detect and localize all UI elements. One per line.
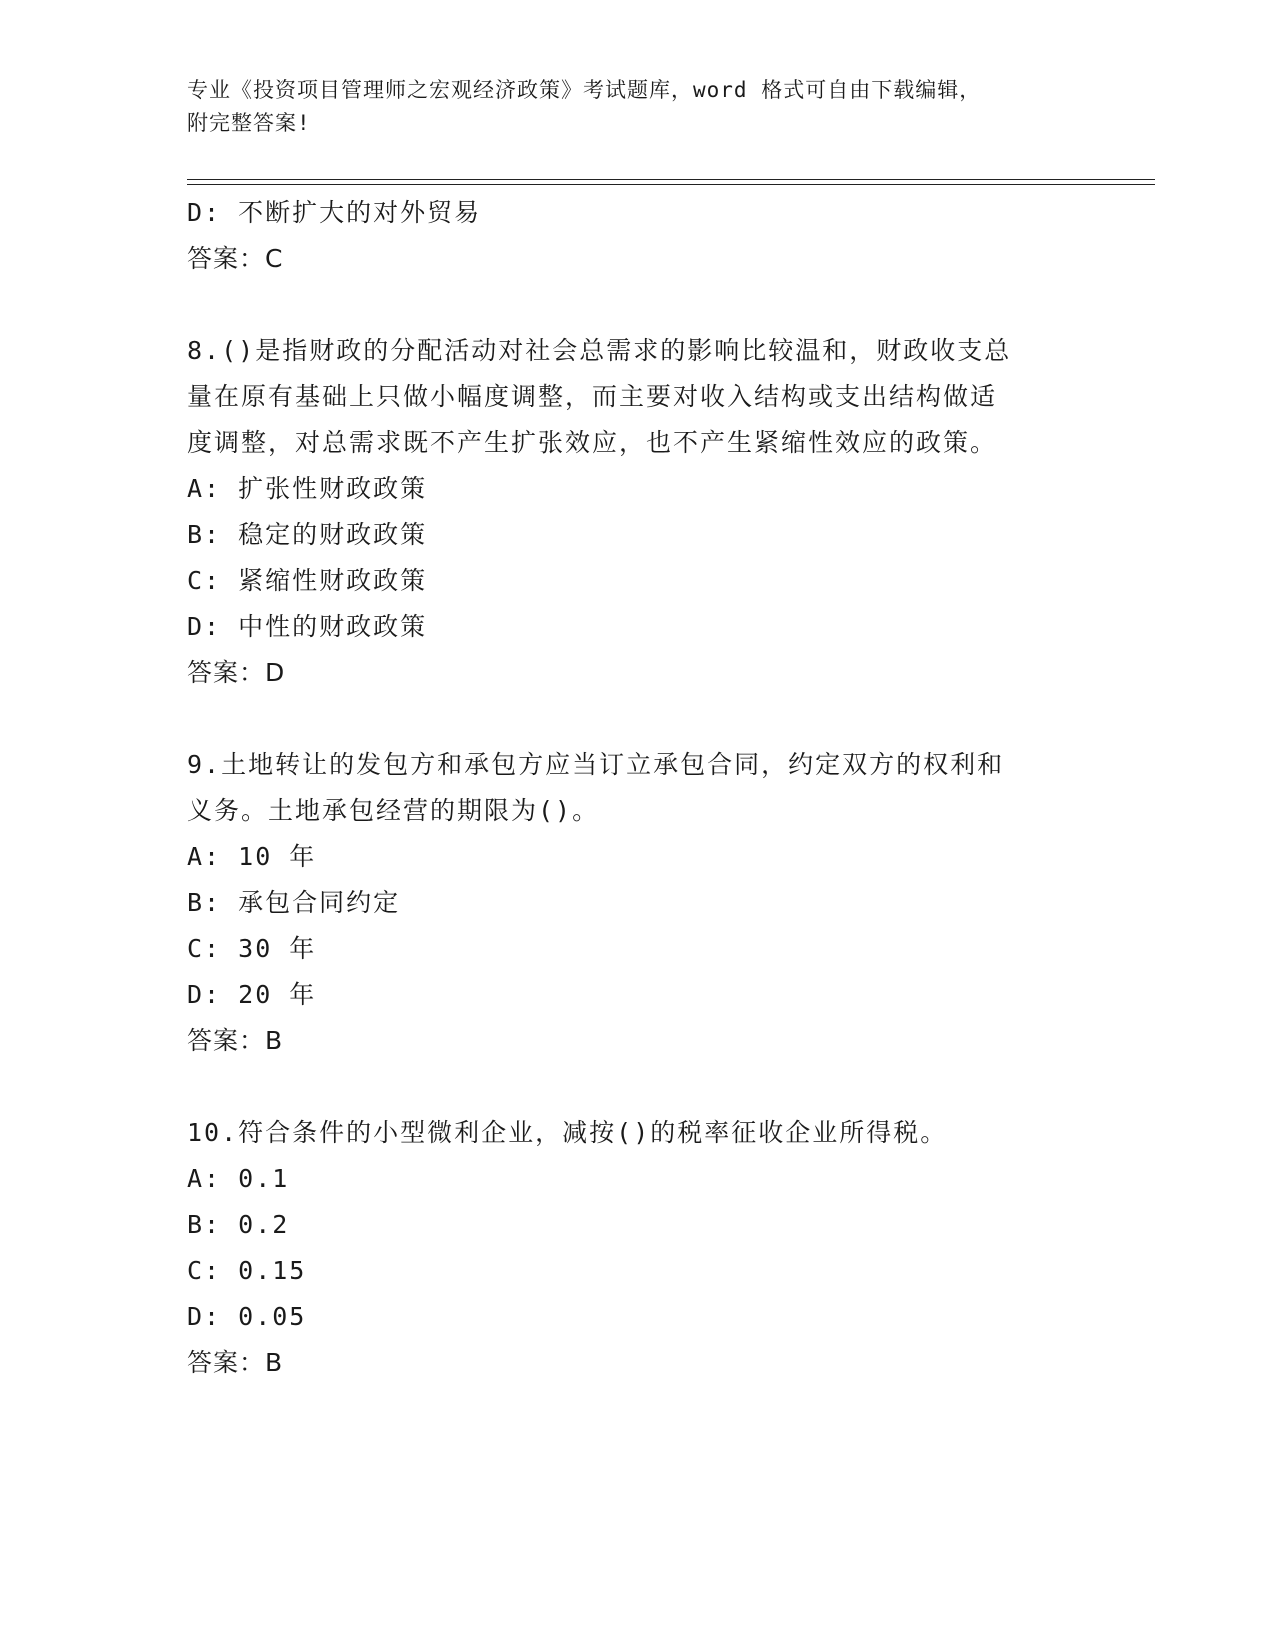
answer: 答案：C [187,244,284,273]
question-text-line: 度调整，对总需求既不产生扩张效应，也不产生紧缩性效应的政策。 [187,428,998,457]
question-text-line: 9.土地转让的发包方和承包方应当订立承包合同，约定双方的权利和 [187,750,1005,779]
question-8 [187,328,1067,696]
option-a: A: 0.1 [187,1164,290,1193]
option-b: B: 承包合同约定 [187,888,401,917]
header-divider-top [187,179,1155,180]
option-d: D: 20 年 [187,980,317,1009]
document-header [187,74,1067,140]
option-c: C: 0.15 [187,1256,307,1285]
question-list [187,190,1067,1386]
header-line-2: 附完整答案! [187,111,311,135]
option-b: B: 0.2 [187,1210,290,1239]
option-b: B: 稳定的财政政策 [187,520,428,549]
option-d: D: 中性的财政政策 [187,612,428,641]
question-text-line: 量在原有基础上只做小幅度调整，而主要对收入结构或支出结构做适 [187,382,998,411]
answer: 答案：B [187,1348,284,1377]
question-text-line: 10.符合条件的小型微利企业，减按()的税率征收企业所得税。 [187,1118,948,1147]
option-d: D: 0.05 [187,1302,307,1331]
option-a: A: 10 年 [187,842,317,871]
question-9 [187,742,1067,1064]
question-10 [187,1110,1067,1386]
option-a: A: 扩张性财政政策 [187,474,428,503]
option-d: D: 不断扩大的对外贸易 [187,198,482,227]
question-text-line: 8.()是指财政的分配活动对社会总需求的影响比较温和，财政收支总 [187,336,1012,365]
answer: 答案：D [187,658,286,687]
option-c: C: 30 年 [187,934,317,963]
header-line-1: 专业《投资项目管理师之宏观经济政策》考试题库，word 格式可自由下载编辑， [187,78,982,102]
question-text-line: 义务。土地承包经营的期限为()。 [187,796,600,825]
option-c: C: 紧缩性财政政策 [187,566,428,595]
header-divider-bottom [187,184,1155,185]
answer: 答案：B [187,1026,284,1055]
